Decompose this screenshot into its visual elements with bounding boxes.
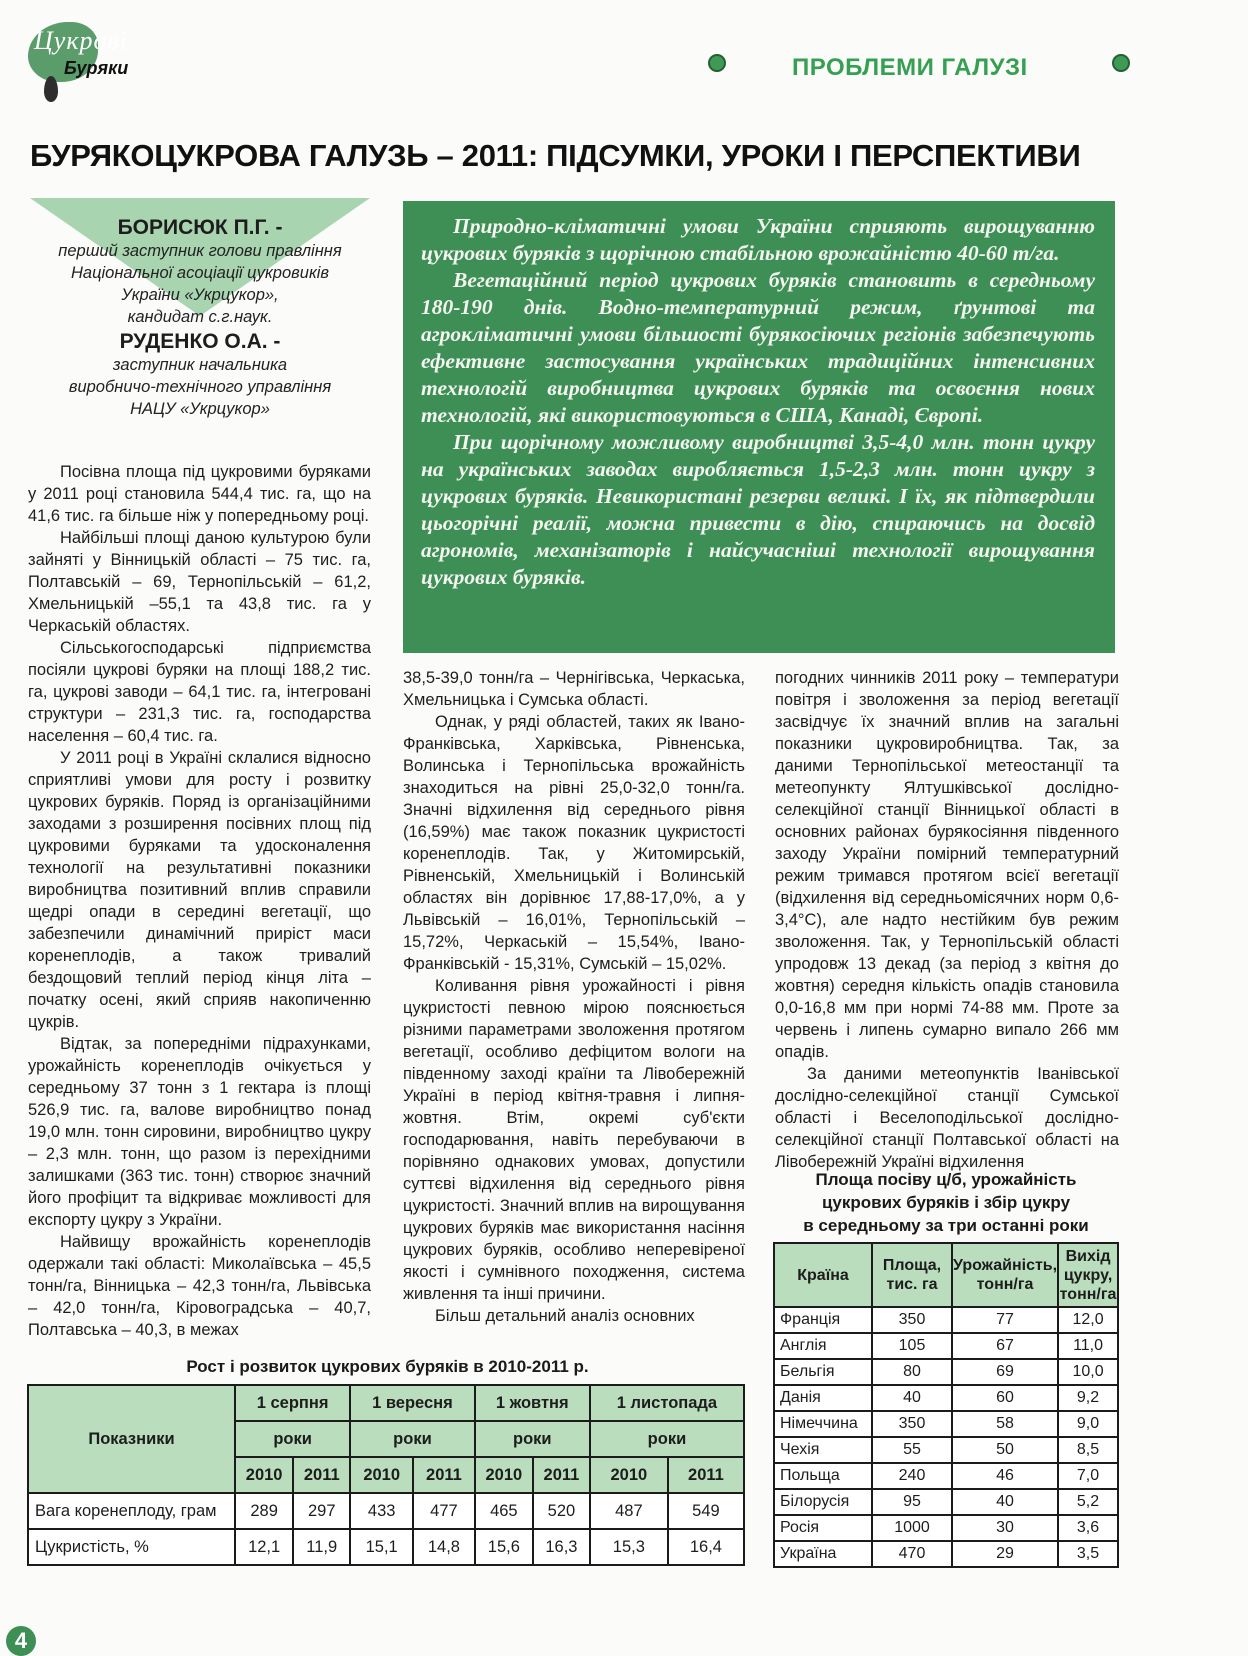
body-paragraph: Більш детальний аналіз основних: [435, 1307, 695, 1325]
bullet-dot-icon: [708, 54, 726, 72]
table-header-cell: 2011: [413, 1457, 475, 1493]
table-cell: 29: [952, 1541, 1058, 1567]
table-cell: 46: [952, 1463, 1058, 1489]
table-cell: Цукристість, %: [28, 1529, 235, 1565]
lead-paragraph: Вегетаційний період цукрових буряків становить в середньому 180-190 днів. Водно-температурний режим, ґрунтові та агрокліматичні умови більшості бурякосіючих регіонів забезпечують ефективне застосування українських традиційних інтенсивних технологій виробництва цукрових буряків та освоєння нових технологій, які використовуються в США, Канаді, Європі.: [421, 268, 1095, 427]
table-cell: Україна: [774, 1541, 872, 1567]
table-row: [774, 1385, 1118, 1411]
lead-box: [403, 201, 1115, 653]
table-cell: 9,2: [1058, 1385, 1118, 1411]
table-header-cell: Показники: [28, 1385, 235, 1493]
table-cell: 10,0: [1058, 1359, 1118, 1385]
author-role-line: НАЦУ «Укрцукор»: [130, 400, 270, 418]
table-cell: Вага коренеплоду, грам: [28, 1493, 235, 1529]
table-header-cell: Вихід цукру, тонн/га: [1058, 1243, 1118, 1307]
magazine-logo: [28, 22, 148, 106]
table-row: [774, 1515, 1118, 1541]
table1-caption: Рост і розвиток цукрових буряків в 2010-2011 р.: [186, 1357, 589, 1376]
table-cell: Бельгія: [774, 1359, 872, 1385]
table-cell: 67: [952, 1333, 1058, 1359]
table2-caption: [770, 1168, 1122, 1237]
table-cell: 58: [952, 1411, 1058, 1437]
table-cell: 5,2: [1058, 1489, 1118, 1515]
table-cell: Англія: [774, 1333, 872, 1359]
table-row: [774, 1411, 1118, 1437]
growth-table: [27, 1384, 745, 1566]
table-cell: 470: [872, 1541, 952, 1567]
body-paragraph: За даними метеопунктів Іванівської дослідно-селекційної станції Сумської області і Веселоподільської дослідно-селекційної станції Полтавської області на Лівобережній Україні відхилення: [775, 1065, 1119, 1171]
body-paragraph: Найвищу врожайність коренеплодів одержали такі області: Миколаївська – 45,5 тонн/га, Вінницька – 42,3 тонн/га, Львівська – 42,0 тонн/га, Кіровоградська – 40,7, Полтавська – 40,3, в межах: [28, 1233, 371, 1339]
table-cell: 12,1: [235, 1529, 293, 1565]
table-cell: 77: [952, 1307, 1058, 1333]
table-header-cell: роки: [475, 1421, 590, 1457]
bullet-dot-icon: [1112, 54, 1130, 72]
table-header-cell: 2011: [668, 1457, 744, 1493]
caption-line: в середньому за три останні роки: [803, 1216, 1089, 1235]
author-role-line: України «Укрцукор»,: [121, 286, 279, 304]
author-role-line: виробничо-технічного управління: [68, 378, 332, 396]
table-cell: 16,4: [668, 1529, 744, 1565]
table-cell: 69: [952, 1359, 1058, 1385]
table-row: [774, 1437, 1118, 1463]
table-row: [774, 1307, 1118, 1333]
countries-table: [773, 1242, 1119, 1568]
table-row: [28, 1493, 744, 1529]
table-header-cell: роки: [350, 1421, 474, 1457]
body-paragraph: 38,5-39,0 тонн/га – Чернігівська, Черкаська, Хмельницька і Сумська області.: [403, 669, 745, 709]
article-column-3: [775, 667, 1119, 1173]
body-paragraph: Найбільші площі даною культурою були зайняті у Вінницькій області – 75 тис. га, Полтавській – 69, Тернопільській – 61,2, Хмельницькій –55,1 та 43,8 тис. га у Черкаській областях.: [28, 529, 371, 635]
body-paragraph: Відтак, за попередніми підрахунками, урожайність коренеплодів очікується у середньому 37 тонн з 1 гектара із площі 526,9 тис. га, валове виробництво понад 19,0 млн. тонн сировини, виробництво цукру – 2,3 млн. тонн, що разом із перехідними залишками (363 тис. тонн) створює значний його профіцит та відкриває можливості для експорту цукру з України.: [28, 1035, 371, 1229]
table-header-cell: роки: [235, 1421, 350, 1457]
table-header-cell: Країна: [774, 1243, 872, 1307]
table-cell: 11,9: [293, 1529, 350, 1565]
author-name: РУДЕНКО О.А. -: [119, 330, 281, 353]
table-cell: 549: [668, 1493, 744, 1529]
table-cell: 50: [952, 1437, 1058, 1463]
lead-paragraph: При щорічному можливому виробництві 3,5-4,0 млн. тонн цукру на українських заводах виробляється 1,5-2,3 млн. тонн цукру з цукрових буряків. Невикористані резерви великі. І їх, як підтвердили цьогорічні реалії, можна привести в дію, спираючись на досвід агрономів, механізаторів і найсучасніші технології вирощування цукрових буряків.: [421, 430, 1095, 589]
table-header-cell: 1 листопада: [590, 1385, 744, 1421]
table-cell: 16,3: [533, 1529, 590, 1565]
table-row: [774, 1359, 1118, 1385]
table-header-cell: 1 серпня: [235, 1385, 350, 1421]
table-cell: Росія: [774, 1515, 872, 1541]
table-cell: 433: [350, 1493, 413, 1529]
table-cell: Данія: [774, 1385, 872, 1411]
author-role-line: Національної асоціації цукровиків: [70, 264, 330, 282]
table-row: [28, 1529, 744, 1565]
table-cell: 60: [952, 1385, 1058, 1411]
article-headline: БУРЯКОЦУКРОВА ГАЛУЗЬ – 2011: ПІДСУМКИ, УРОКИ І ПЕРСПЕКТИВИ: [30, 138, 1081, 173]
table-cell: 11,0: [1058, 1333, 1118, 1359]
table-header-cell: роки: [590, 1421, 744, 1457]
table-cell: 3,5: [1058, 1541, 1118, 1567]
table-cell: Польща: [774, 1463, 872, 1489]
sugar-drop-icon: [44, 76, 58, 102]
page-number: 4: [6, 1626, 36, 1656]
body-paragraph: Коливання рівня урожайності і рівня цукристості певною мірою пояснюється різними параметрами зволоження протягом вегетації, особливо дефіцитом вологи на південному заході країни та Лівобережній Україні в період квітня-травня і липня-жовтня. Втім, окремі суб'єкти господарювання, навіть перебуваючи в порівняно однакових умовах, допустили суттєві відхилення від середнього рівня цукристості. Значний вплив на вирощування цукрових буряків має використання насіння цукрових буряків, особливо неперевіреної якості і сумнівного походження, система живлення та інші причини.: [403, 977, 745, 1303]
table-row: [774, 1489, 1118, 1515]
table-cell: 40: [872, 1385, 952, 1411]
table-header-cell: 2010: [235, 1457, 293, 1493]
table-cell: 477: [413, 1493, 475, 1529]
author-role-line: перший заступник голови правління: [58, 242, 342, 260]
table-header-cell: 2011: [533, 1457, 590, 1493]
table-cell: Франція: [774, 1307, 872, 1333]
table-cell: 289: [235, 1493, 293, 1529]
table-cell: 487: [590, 1493, 668, 1529]
author-role-line: кандидат с.г.наук.: [127, 308, 273, 326]
table-header-cell: 2010: [590, 1457, 668, 1493]
table-cell: 465: [475, 1493, 533, 1529]
table-cell: 7,0: [1058, 1463, 1118, 1489]
author-name: БОРИСЮК П.Г. -: [117, 216, 283, 239]
logo-text-line1: Цукрові: [34, 26, 128, 55]
table-header-cell: 1 вересня: [350, 1385, 474, 1421]
table-cell: 520: [533, 1493, 590, 1529]
table-header-cell: 2010: [350, 1457, 413, 1493]
table-cell: 1000: [872, 1515, 952, 1541]
table-row: [774, 1541, 1118, 1567]
table-header-cell: 2011: [293, 1457, 350, 1493]
caption-line: Площа посіву ц/б, урожайність: [815, 1170, 1077, 1189]
table-cell: 350: [872, 1307, 952, 1333]
body-paragraph: погодних чинників 2011 року – температури повітря і зволоження за період вегетації засвідчує їх значний вплив на загальні показники цукровиробництва. Так, за даними Тернопільської метеостанції та метеопункту Ялтушківської дослідно-селекційної станції Вінницької області в основних районах бурякосіяння південного заходу України помірний температурний режим тримався протягом всієї вегетації (відхилення від середньомісячних норм 0,6-3,4°С), але надто нестійким був режим зволоження. Так, у Тернопільській області упродовж 13 декад (за період з квітня до жовтня) середня кількість опадів становила 0,0-16,8 мм при нормі 74-88 мм. Проте за червень і липень сумарно випало 266 мм опадів.: [775, 669, 1119, 1061]
table-cell: 95: [872, 1489, 952, 1515]
table-cell: 40: [952, 1489, 1058, 1515]
logo-text-line2: Буряки: [64, 58, 129, 78]
author-role-line: заступник начальника: [112, 356, 288, 374]
caption-line: цукрових буряків і збір цукру: [821, 1193, 1071, 1212]
body-paragraph: Посівна площа під цукровими буряками у 2011 році становила 544,4 тис. га, що на 41,6 тис. га більше ніж у попередньому році.: [28, 463, 371, 525]
table-cell: Білорусія: [774, 1489, 872, 1515]
article-column-2: [403, 667, 745, 1327]
table-cell: 15,6: [475, 1529, 533, 1565]
table-header-cell: Урожайність, тонн/га: [952, 1243, 1058, 1307]
table-cell: 12,0: [1058, 1307, 1118, 1333]
table-row: [774, 1333, 1118, 1359]
body-paragraph: Сільськогосподарські підприємства посіяли цукрові буряки на площі 188,2 тис. га, цукрові заводи – 64,1 тис. га, інтегровані структури – 231,3 тис. га, господарства населення – 60,4 тис. га.: [28, 639, 371, 745]
body-paragraph: У 2011 році в Україні склалися відносно сприятливі умови для росту і розвитку цукрових буряків. Поряд із організаційними заходами з розширення посівних площ під цукровими буряками та удосконалення технології на результативні показники виробництва позитивний вплив справили щедрі опади в середині вегетації, що забезпечили динамічний приріст маси коренеплодів, а також тривалий бездощовий теплий період кінця літа – початку осені, який сприяв накопиченню цукрів.: [28, 749, 371, 1031]
table-cell: 8,5: [1058, 1437, 1118, 1463]
table-cell: 14,8: [413, 1529, 475, 1565]
table-cell: Німеччина: [774, 1411, 872, 1437]
body-paragraph: Однак, у ряді областей, таких як Івано-Франківська, Харківська, Рівненська, Волинська і Тернопільська врожайність знаходиться на рівні 25,0-32,0 тонн/га. Значні відхилення від середнього рівня (16,59%) має також показник цукристості коренеплодів. Так, у Житомирській, Рівненській, Хмельницькій і Волинській областях він дорівнює 17,88-17,0%, а у Львівській – 16,01%, Тернопільській – 15,72%, Черкаській – 15,54%, Івано-Франківській - 15,31%, Сумській – 15,02%.: [403, 713, 745, 973]
table-cell: 80: [872, 1359, 952, 1385]
table-cell: 3,6: [1058, 1515, 1118, 1541]
section-title: ПРОБЛЕМИ ГАЛУЗІ: [792, 54, 1028, 81]
table-cell: 105: [872, 1333, 952, 1359]
table-header-cell: 2010: [475, 1457, 533, 1493]
table-header-cell: Площа, тис. га: [872, 1243, 952, 1307]
table-row: [774, 1463, 1118, 1489]
table-cell: 9,0: [1058, 1411, 1118, 1437]
table-cell: 30: [952, 1515, 1058, 1541]
table-cell: 350: [872, 1411, 952, 1437]
article-column-1: [28, 461, 371, 1341]
table-cell: 15,1: [350, 1529, 413, 1565]
table-cell: 15,3: [590, 1529, 668, 1565]
table-cell: 55: [872, 1437, 952, 1463]
lead-paragraph: Природно-кліматичні умови України сприяють вирощуванню цукрових буряків з щорічною стабільною врожайністю 40-60 т/га.: [421, 214, 1095, 265]
table-cell: Чехія: [774, 1437, 872, 1463]
table-cell: 240: [872, 1463, 952, 1489]
authors-block: [30, 214, 370, 420]
table-header-cell: 1 жовтня: [475, 1385, 590, 1421]
table-cell: 297: [293, 1493, 350, 1529]
